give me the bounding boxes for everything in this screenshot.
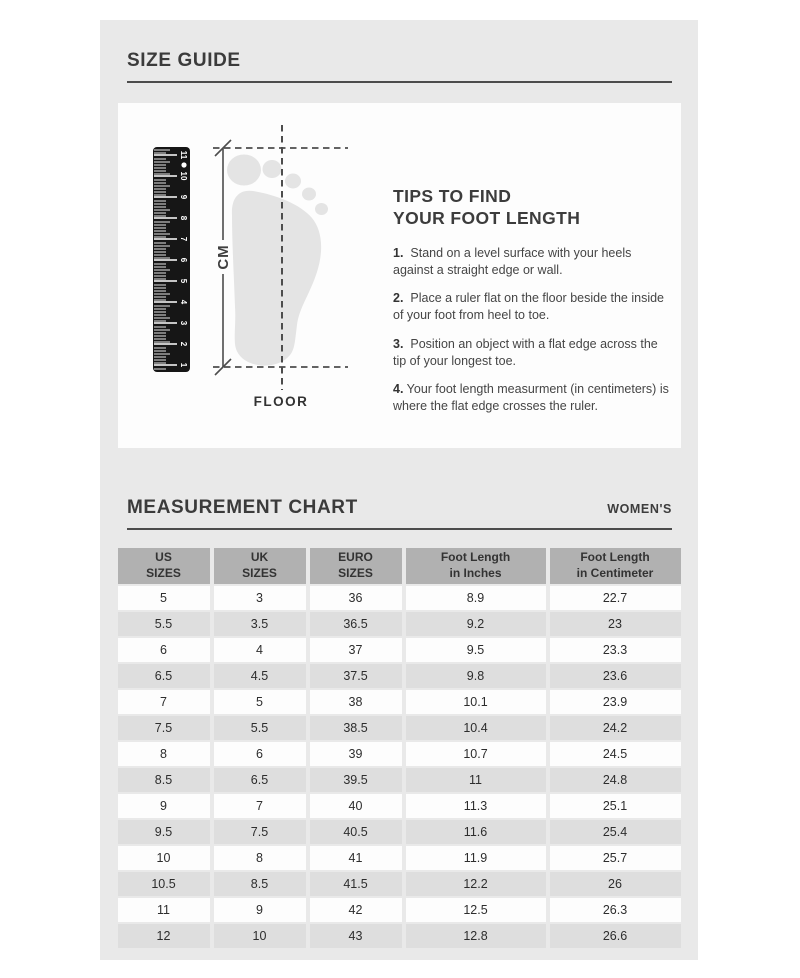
- ruler-number: 4: [179, 299, 189, 305]
- illustration-card: [118, 103, 681, 448]
- table-cell: 7: [214, 794, 306, 818]
- table-row: [118, 586, 681, 610]
- ruler-number: 1: [179, 362, 189, 368]
- table-cell: 24.2: [550, 716, 681, 740]
- ruler-number: 5: [179, 278, 189, 284]
- table-cell: 26.6: [550, 924, 681, 948]
- ruler-icon: [153, 147, 190, 372]
- table-cell: 3: [214, 586, 306, 610]
- table-cell: 9.8: [406, 664, 546, 688]
- table-cell: 9: [214, 898, 306, 922]
- table-cell: 40.5: [310, 820, 402, 844]
- table-row: [118, 768, 681, 792]
- table-cell: 25.1: [550, 794, 681, 818]
- table-row: [118, 690, 681, 714]
- ruler-number: 7: [179, 236, 189, 242]
- table-cell: 26: [550, 872, 681, 896]
- table-cell: 41.5: [310, 872, 402, 896]
- table-cell: 43: [310, 924, 402, 948]
- table-row: [118, 794, 681, 818]
- column-header: UK SIZES: [214, 548, 306, 584]
- table-row: [118, 716, 681, 740]
- table-cell: 9.5: [118, 820, 210, 844]
- table-cell: 6.5: [118, 664, 210, 688]
- table-cell: 11: [406, 768, 546, 792]
- table-cell: 8.5: [214, 872, 306, 896]
- table-row: [118, 664, 681, 688]
- table-cell: 5.5: [118, 612, 210, 636]
- size-guide-header: [100, 20, 698, 83]
- table-cell: 5.5: [214, 716, 306, 740]
- table-cell: 39: [310, 742, 402, 766]
- table-cell: 10.5: [118, 872, 210, 896]
- tip-step: 1. Stand on a level surface with your heels against a straight edge or wall.: [393, 245, 632, 277]
- ruler-number: 10: [179, 171, 189, 181]
- table-cell: 4.5: [214, 664, 306, 688]
- table-cell: 10: [118, 846, 210, 870]
- tips-section: [393, 185, 673, 427]
- gender-label: WOMEN'S: [607, 502, 672, 516]
- table-cell: 39.5: [310, 768, 402, 792]
- table-cell: 11.9: [406, 846, 546, 870]
- table-cell: 7: [118, 690, 210, 714]
- column-header: US SIZES: [118, 548, 210, 584]
- ruler-hole: [181, 162, 186, 167]
- ruler-number: 9: [179, 194, 189, 200]
- table-row: [118, 924, 681, 948]
- table-cell: 11.6: [406, 820, 546, 844]
- table-cell: 40: [310, 794, 402, 818]
- table-row: [118, 742, 681, 766]
- tips-steps: [393, 245, 673, 415]
- ruler-number: 3: [179, 320, 189, 326]
- floor-label: FLOOR: [253, 394, 309, 409]
- table-cell: 37: [310, 638, 402, 662]
- measurement-chart-title: MEASUREMENT CHART: [127, 497, 358, 518]
- table-cell: 25.4: [550, 820, 681, 844]
- table-cell: 24.5: [550, 742, 681, 766]
- table-cell: 12.5: [406, 898, 546, 922]
- table-cell: 9.2: [406, 612, 546, 636]
- table-row: [118, 872, 681, 896]
- table-cell: 6.5: [214, 768, 306, 792]
- table-cell: 36.5: [310, 612, 402, 636]
- table-cell: 37.5: [310, 664, 402, 688]
- table-cell: 8.9: [406, 586, 546, 610]
- tips-heading: [393, 185, 673, 230]
- table-cell: 22.7: [550, 586, 681, 610]
- table-cell: 25.7: [550, 846, 681, 870]
- ruler-number: 11: [179, 150, 189, 160]
- foot-silhouette-icon: [227, 155, 328, 366]
- table-cell: 9.5: [406, 638, 546, 662]
- tip-step: 2. Place a ruler flat on the floor beside the inside of your foot from heel to toe.: [393, 291, 665, 323]
- table-cell: 3.5: [214, 612, 306, 636]
- table-cell: 23.9: [550, 690, 681, 714]
- measurement-chart-divider: [127, 528, 672, 530]
- table-cell: 4: [214, 638, 306, 662]
- table-cell: 38.5: [310, 716, 402, 740]
- table-cell: 6: [118, 638, 210, 662]
- table-cell: 38: [310, 690, 402, 714]
- measurement-chart-section: [100, 475, 698, 950]
- table-cell: 24.8: [550, 768, 681, 792]
- size-table-header: [118, 548, 681, 584]
- table-cell: 10.7: [406, 742, 546, 766]
- table-cell: 26.3: [550, 898, 681, 922]
- table-cell: 12.8: [406, 924, 546, 948]
- size-guide-title: SIZE GUIDE: [127, 50, 241, 71]
- measurement-chart-header: [100, 475, 698, 530]
- table-cell: 41: [310, 846, 402, 870]
- table-cell: 23: [550, 612, 681, 636]
- table-cell: 7.5: [118, 716, 210, 740]
- table-cell: 11: [118, 898, 210, 922]
- table-row: [118, 638, 681, 662]
- tip-step: 3. Position an object with a flat edge across the tip of your longest toe.: [393, 336, 658, 368]
- size-guide-panel: [100, 20, 698, 960]
- table-cell: 11.3: [406, 794, 546, 818]
- table-cell: 23.6: [550, 664, 681, 688]
- table-cell: 10: [214, 924, 306, 948]
- table-cell: 10.1: [406, 690, 546, 714]
- table-cell: 12.2: [406, 872, 546, 896]
- table-cell: 36: [310, 586, 402, 610]
- table-cell: 42: [310, 898, 402, 922]
- table-cell: 8: [118, 742, 210, 766]
- table-cell: 9: [118, 794, 210, 818]
- column-header: EURO SIZES: [310, 548, 402, 584]
- table-row: [118, 612, 681, 636]
- table-cell: 12: [118, 924, 210, 948]
- table-cell: 10.4: [406, 716, 546, 740]
- size-conversion-table: [114, 546, 685, 950]
- table-row: [118, 820, 681, 844]
- table-cell: 23.3: [550, 638, 681, 662]
- table-cell: 5: [118, 586, 210, 610]
- table-cell: 5: [214, 690, 306, 714]
- tips-heading-line1: TIPS TO FIND: [393, 186, 512, 206]
- tips-heading-line2: YOUR FOOT LENGTH: [393, 208, 581, 229]
- column-header: Foot Length in Inches: [406, 548, 546, 584]
- ruler-number: 2: [179, 341, 189, 347]
- cm-axis-label: CM: [215, 244, 232, 270]
- size-guide-divider: [127, 81, 672, 83]
- size-table-body: [118, 586, 681, 948]
- column-header: Foot Length in Centimeter: [550, 548, 681, 584]
- table-row: [118, 898, 681, 922]
- table-row: [118, 846, 681, 870]
- table-cell: 8.5: [118, 768, 210, 792]
- ruler-number: 8: [179, 215, 189, 221]
- tip-step: 4. Your foot length measurment (in centimeters) is where the flat edge crosses the ruler.: [393, 382, 669, 414]
- table-cell: 8: [214, 846, 306, 870]
- table-cell: 7.5: [214, 820, 306, 844]
- ruler-number: 6: [179, 257, 189, 263]
- table-cell: 6: [214, 742, 306, 766]
